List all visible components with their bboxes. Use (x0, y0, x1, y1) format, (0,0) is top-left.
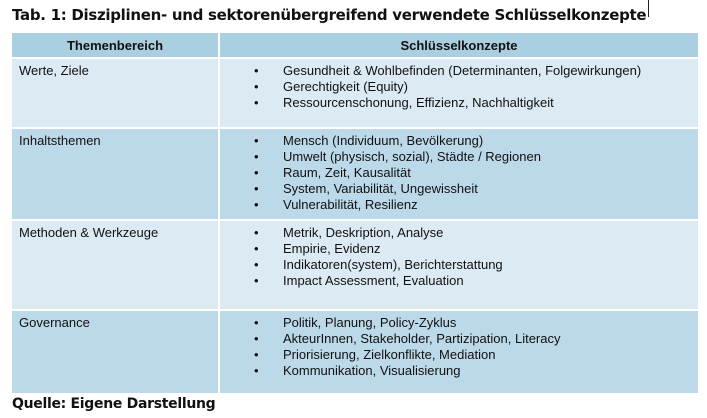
concept-text: Gesundheit & Wohlbefinden (Determinanten, Folgewirkungen) (283, 63, 642, 78)
bullet-icon: • (254, 257, 259, 272)
table-row (12, 311, 698, 395)
list-item (220, 257, 694, 273)
concept-text: Gerechtigkeit (Equity) (283, 79, 408, 94)
concept-text: Impact Assessment, Evaluation (283, 273, 464, 288)
list-item (220, 241, 694, 257)
column-header-concepts: Schlüsselkonzepte (220, 33, 698, 59)
concept-text: Metrik, Deskription, Analyse (283, 225, 444, 240)
list-item (220, 347, 694, 363)
table-row (12, 129, 698, 221)
table-caption: Tab. 1: Disziplinen- und sektorenübergreifend verwendete Schlüsselkonzepte (12, 6, 647, 24)
column-header-topic: Themenbereich (12, 33, 220, 59)
concept-list (220, 63, 694, 111)
bullet-icon: • (254, 273, 259, 288)
concepts-cell (220, 311, 698, 395)
bullet-icon: • (254, 197, 259, 212)
concept-text: Ressourcenschonung, Effizienz, Nachhaltigkeit (283, 95, 554, 110)
bullet-icon: • (254, 79, 259, 94)
concept-list (220, 133, 694, 213)
bullet-icon: • (254, 241, 259, 256)
concept-text: AkteurInnen, Stakeholder, Partizipation, Literacy (283, 331, 561, 346)
bullet-icon: • (254, 181, 259, 196)
list-item (220, 165, 694, 181)
concept-text: Priorisierung, Zielkonflikte, Mediation (283, 347, 496, 362)
list-item (220, 63, 694, 79)
bullet-icon: • (254, 149, 259, 164)
concept-text: Indikatoren(system), Berichterstattung (283, 257, 503, 272)
topic-cell: Governance (12, 311, 220, 395)
list-item (220, 197, 694, 213)
list-item (220, 331, 694, 347)
concept-text: Vulnerabilität, Resilienz (283, 197, 418, 212)
bullet-icon: • (254, 347, 259, 362)
bullet-icon: • (254, 63, 259, 78)
bullet-icon: • (254, 95, 259, 110)
list-item (220, 133, 694, 149)
bullet-icon: • (254, 331, 259, 346)
list-item (220, 95, 694, 111)
concepts-cell (220, 59, 698, 129)
topic-cell: Inhaltsthemen (12, 129, 220, 221)
source-note: Quelle: Eigene Darstellung (12, 396, 216, 412)
bullet-icon: • (254, 225, 259, 240)
concept-text: System, Variabilität, Ungewissheit (283, 181, 478, 196)
list-item (220, 315, 694, 331)
topic-cell: Werte, Ziele (12, 59, 220, 129)
key-concepts-table (12, 33, 698, 395)
list-item (220, 363, 694, 379)
list-item (220, 273, 694, 289)
page-edge-mark (648, 0, 649, 17)
concept-list (220, 225, 694, 289)
bullet-icon: • (254, 363, 259, 378)
table-row (12, 59, 698, 129)
list-item (220, 79, 694, 95)
concept-text: Empirie, Evidenz (283, 241, 381, 256)
concept-text: Mensch (Individuum, Bevölkerung) (283, 133, 484, 148)
concepts-cell (220, 129, 698, 221)
list-item (220, 225, 694, 241)
table-header-row (12, 33, 698, 59)
list-item (220, 181, 694, 197)
table-row (12, 221, 698, 311)
concepts-cell (220, 221, 698, 311)
topic-cell: Methoden & Werkzeuge (12, 221, 220, 311)
concept-list (220, 315, 694, 379)
concept-text: Umwelt (physisch, sozial), Städte / Regionen (283, 149, 541, 164)
bullet-icon: • (254, 165, 259, 180)
concept-text: Politik, Planung, Policy-Zyklus (283, 315, 457, 330)
bullet-icon: • (254, 133, 259, 148)
concept-text: Kommunikation, Visualisierung (283, 363, 461, 378)
concept-text: Raum, Zeit, Kausalität (283, 165, 411, 180)
list-item (220, 149, 694, 165)
bullet-icon: • (254, 315, 259, 330)
